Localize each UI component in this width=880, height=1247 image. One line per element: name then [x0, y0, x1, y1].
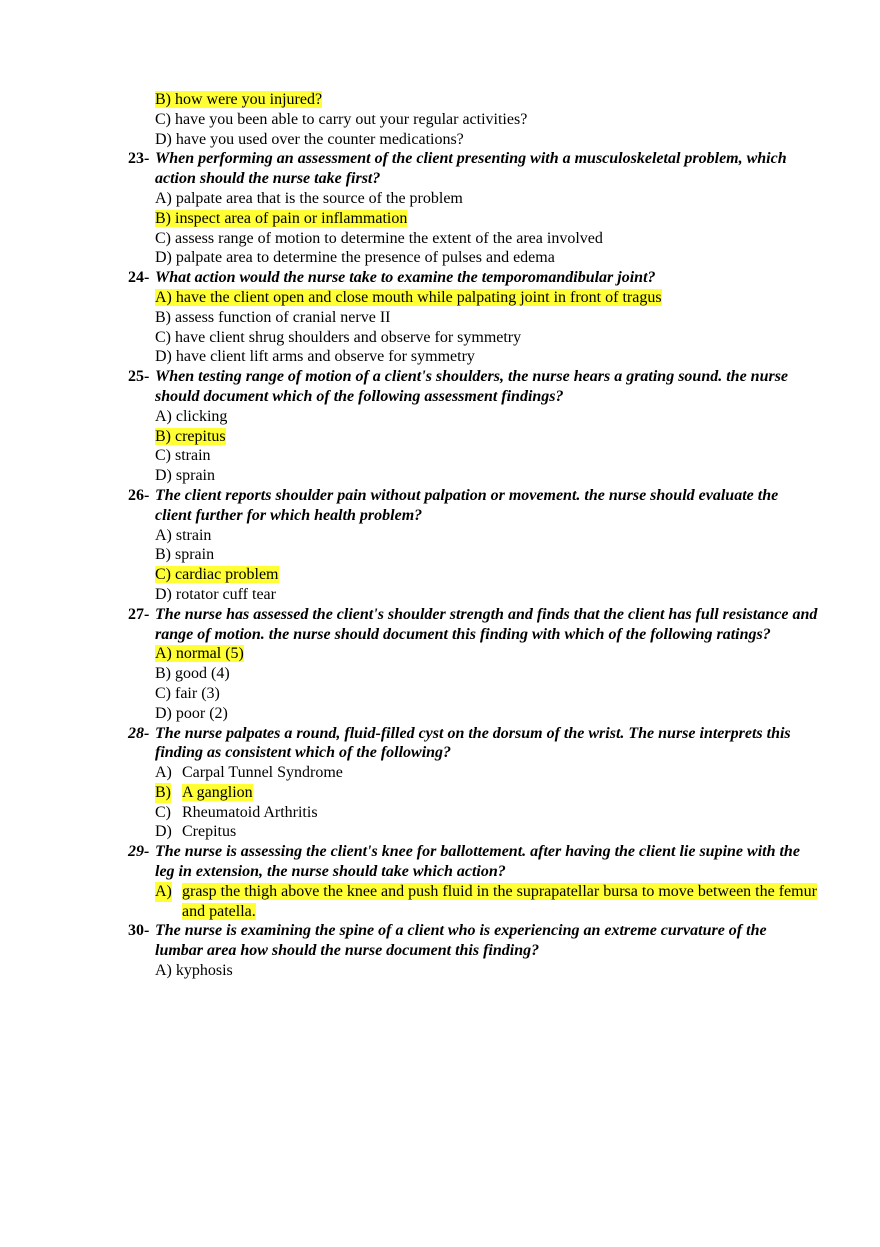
- question-number: 24-: [128, 269, 150, 287]
- option-text: D) have client lift arms and observe for symmetry: [155, 348, 475, 366]
- question-number: 28-: [128, 724, 150, 742]
- option-letter: B): [155, 783, 171, 801]
- question-text: The client reports shoulder pain without palpation or movement. the nurse should evaluate the client further for which health problem?: [155, 486, 779, 524]
- option: [128, 545, 818, 565]
- option-text: C) have client shrug shoulders and observe for symmetry: [155, 328, 522, 346]
- option-letter: A): [155, 882, 172, 900]
- question-text: When performing an assessment of the client presenting with a musculoskeletal problem, which action should the nurse take first?: [155, 150, 787, 188]
- question-text: When testing range of motion of a client's shoulders, the nurse hears a grating sound. the nurse should document which of the following assessment findings?: [155, 368, 789, 405]
- option-carryover-d: [128, 130, 818, 150]
- option: [128, 664, 818, 684]
- question-number: 29-: [128, 843, 150, 861]
- option: [128, 466, 818, 486]
- question-24: [128, 268, 818, 288]
- quiz-content: [128, 90, 818, 981]
- option-text: Carpal Tunnel Syndrome: [182, 764, 343, 782]
- option-letter: A): [155, 764, 172, 782]
- option-text: D) have you used over the counter medications?: [155, 130, 464, 148]
- option: [128, 248, 818, 268]
- question-number: 26-: [128, 486, 150, 504]
- option-text: B) sprain: [155, 546, 215, 564]
- question-text: The nurse is examining the spine of a client who is experiencing an extreme curvature of the lumbar area how should the nurse document this finding?: [155, 922, 767, 960]
- question-number: 30-: [128, 922, 150, 940]
- option: [128, 644, 818, 664]
- option: [128, 189, 818, 209]
- option-text: A) normal (5): [155, 645, 244, 663]
- option-text: D) rotator cuff tear: [155, 585, 276, 603]
- option: [128, 446, 818, 466]
- option: [128, 427, 818, 447]
- option-text: A) palpate area that is the source of the problem: [155, 189, 463, 207]
- option: [128, 585, 818, 605]
- option-text: B) good (4): [155, 665, 230, 683]
- option-text: C) cardiac problem: [155, 566, 279, 584]
- question-29: [128, 842, 818, 882]
- option-text: C) strain: [155, 447, 211, 465]
- option: [128, 526, 818, 546]
- option: [128, 763, 818, 783]
- option: [128, 822, 818, 842]
- option-text: A) strain: [155, 526, 212, 544]
- option-text: A) have the client open and close mouth while palpating joint in front of tragus: [155, 288, 662, 306]
- option-letter: D): [155, 823, 172, 841]
- option: [128, 407, 818, 427]
- option-text: Rheumatoid Arthritis: [182, 803, 318, 821]
- option: [128, 565, 818, 585]
- question-text: The nurse is assessing the client's knee for ballottement. after having the client lie supine with the leg in extension, the nurse should take which action?: [155, 843, 800, 881]
- option: [128, 288, 818, 308]
- question-number: 23-: [128, 150, 150, 168]
- question-30: [128, 921, 818, 961]
- option-text: A ganglion: [182, 783, 253, 801]
- option: [128, 961, 818, 981]
- option-text: C) have you been able to carry out your regular activities?: [155, 110, 528, 128]
- question-27: [128, 605, 818, 645]
- option: [128, 308, 818, 328]
- option-text: grasp the thigh above the knee and push fluid in the suprapatellar bursa to move between the femur and patella.: [182, 882, 817, 920]
- option-text: B) crepitus: [155, 427, 226, 445]
- option-text: A) kyphosis: [155, 962, 233, 980]
- option-text: D) palpate area to determine the presence of pulses and edema: [155, 249, 555, 267]
- option-letter: C): [155, 803, 171, 821]
- option: [128, 347, 818, 367]
- option-text: B) how were you injured?: [155, 91, 323, 108]
- option-text: D) poor (2): [155, 704, 228, 722]
- option-text: A) clicking: [155, 407, 228, 425]
- question-26: [128, 486, 818, 526]
- option: [128, 209, 818, 229]
- question-text: What action would the nurse take to examine the temporomandibular joint?: [155, 269, 656, 287]
- question-text: The nurse has assessed the client's shoulder strength and finds that the client has full resistance and range of motion. the nurse should document this finding with which of the following ratings?: [155, 605, 818, 643]
- question-23: [128, 149, 818, 189]
- option: [128, 783, 818, 803]
- question-25: [128, 367, 818, 407]
- option-text: Crepitus: [182, 823, 237, 841]
- option-text: B) assess function of cranial nerve II: [155, 308, 391, 326]
- option-text: C) assess range of motion to determine the extent of the area involved: [155, 229, 603, 247]
- option: [128, 803, 818, 823]
- option-carryover-c: [128, 110, 818, 130]
- option: [128, 882, 818, 922]
- option-carryover-b: [128, 90, 818, 110]
- option: [128, 684, 818, 704]
- question-number: 25-: [128, 368, 150, 386]
- option: [128, 328, 818, 348]
- question-number: 27-: [128, 605, 150, 623]
- option-text: C) fair (3): [155, 684, 220, 702]
- question-text: The nurse palpates a round, fluid-filled cyst on the dorsum of the wrist. The nurse interprets this finding as consistent which of the following?: [155, 724, 791, 762]
- option-text: D) sprain: [155, 467, 215, 485]
- option: [128, 229, 818, 249]
- option-text: B) inspect area of pain or inflammation: [155, 209, 408, 227]
- option: [128, 704, 818, 724]
- question-28: [128, 724, 818, 764]
